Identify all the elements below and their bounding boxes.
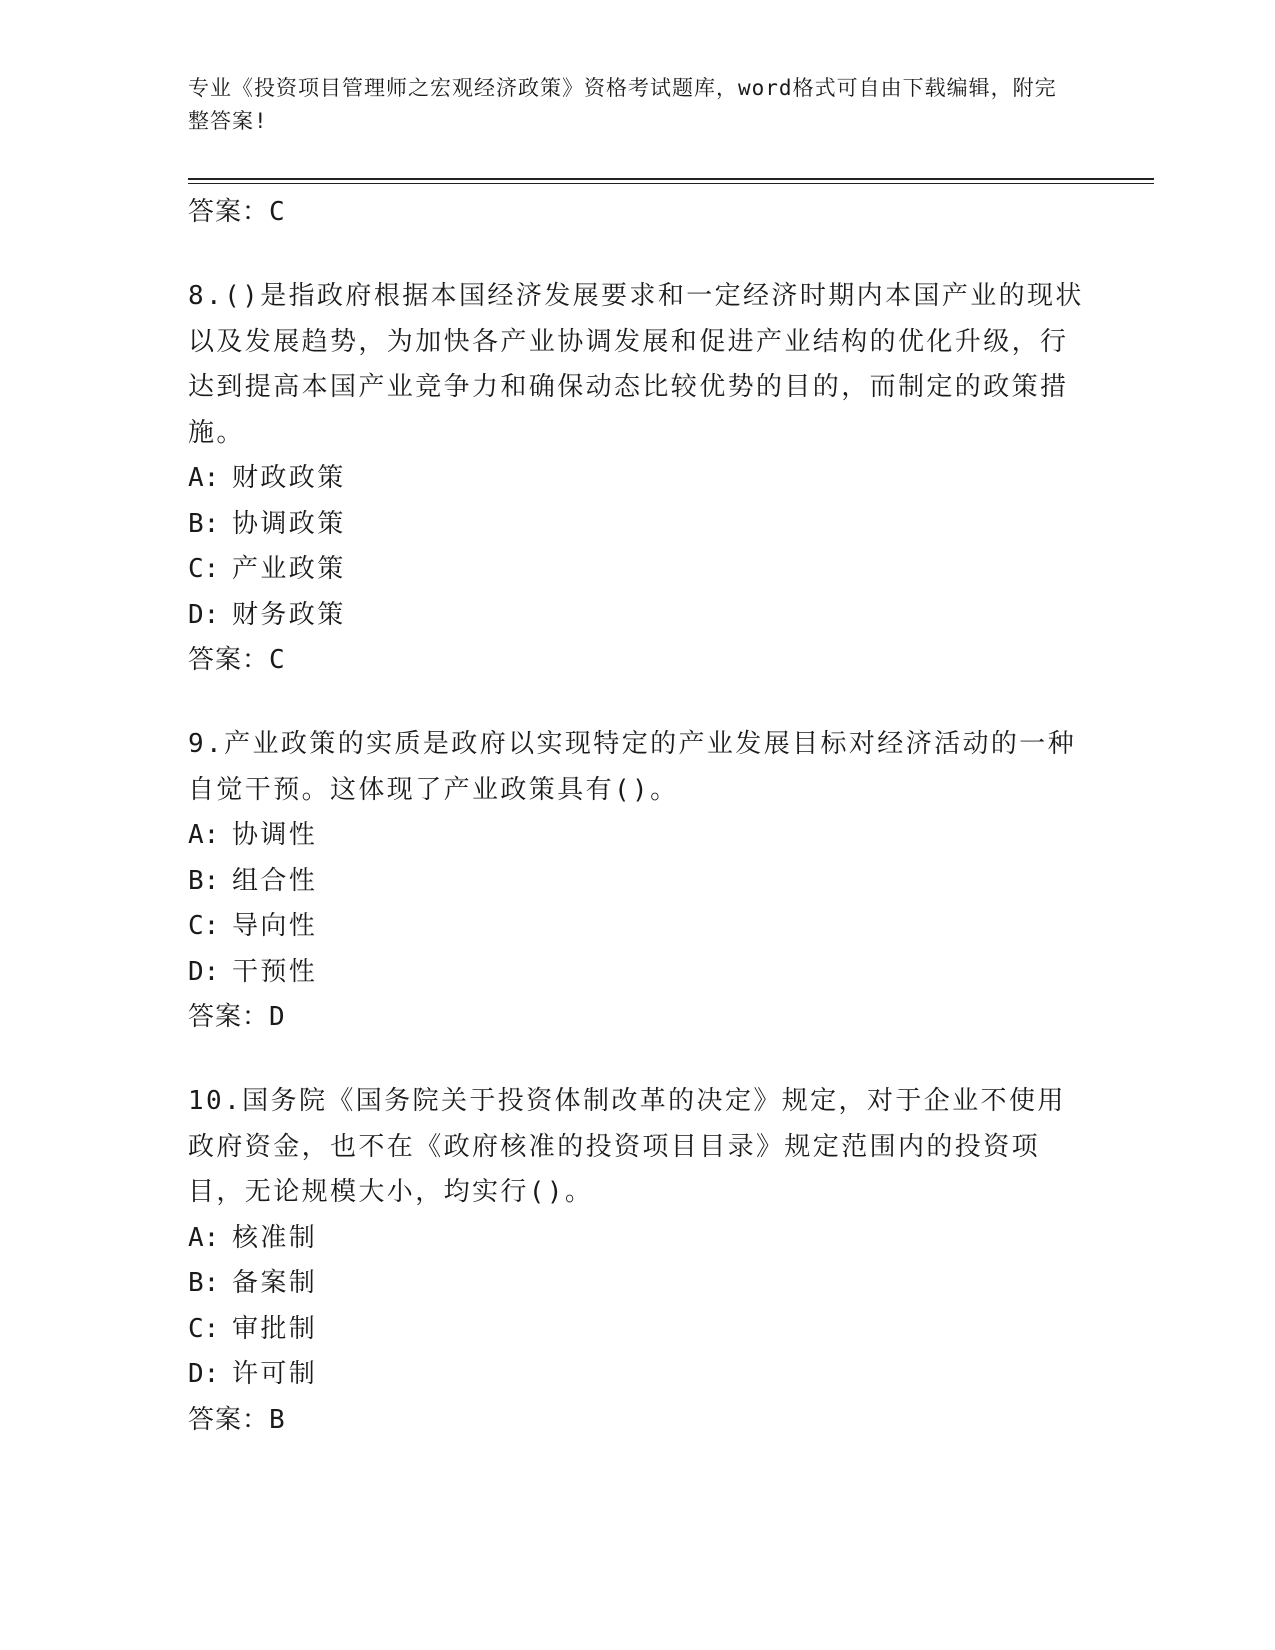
option-text: 财政政策 (232, 463, 346, 493)
option-label: A: (188, 1222, 220, 1253)
option-label: A: (188, 463, 220, 493)
question-9 (188, 722, 1088, 1039)
option-d (188, 950, 1088, 996)
question-stem: 10.国务院《国务院关于投资体制改革的决定》规定，对于企业不使用政府资金，也不在《政府核准的投资项目目录》规定范围内的投资项目，无论规模大小，均实行()。 (188, 1086, 1066, 1207)
option-text: 审批制 (232, 1313, 318, 1344)
option-d (188, 1352, 1088, 1398)
option-text: 导向性 (232, 911, 318, 941)
option-text: 协调性 (232, 820, 318, 850)
option-label: D: (188, 1359, 220, 1389)
question-10 (188, 1079, 1088, 1442)
previous-answer: 答案：C (188, 197, 286, 227)
option-label: C: (188, 1313, 220, 1344)
option-text: 产业政策 (232, 554, 346, 584)
option-label: D: (188, 599, 220, 630)
option-b (188, 859, 1088, 905)
header-rule-thin (188, 183, 1154, 184)
header-rule-thick (188, 178, 1154, 180)
option-a (188, 813, 1088, 859)
option-text: 干预性 (232, 956, 318, 987)
option-text: 备案制 (232, 1268, 318, 1298)
option-text: 财务政策 (232, 599, 346, 630)
option-c (188, 547, 1088, 593)
option-label: C: (188, 911, 220, 941)
option-label: B: (188, 1268, 220, 1298)
option-label: B: (188, 865, 220, 896)
question-stem: 9.产业政策的实质是政府以实现特定的产业发展目标对经济活动的一种自觉干预。这体现了产业政策具有()。 (188, 729, 1077, 805)
option-text: 许可制 (232, 1359, 318, 1389)
option-a (188, 456, 1088, 502)
option-label: D: (188, 956, 220, 987)
option-c (188, 1307, 1088, 1353)
answer: 答案：C (188, 645, 286, 675)
option-a (188, 1216, 1088, 1262)
question-list (188, 190, 1088, 1482)
question-8 (188, 274, 1088, 682)
option-label: C: (188, 554, 220, 584)
question-stem: 8.()是指政府根据本国经济发展要求和一定经济时期内本国产业的现状以及发展趋势，为加快各产业协调发展和促进产业结构的优化升级，行达到提高本国产业竞争力和确保动态比较优势的目的，而制定的政策措施。 (188, 281, 1084, 448)
option-d (188, 593, 1088, 639)
option-text: 组合性 (232, 865, 318, 896)
option-c (188, 904, 1088, 950)
answer: 答案：B (188, 1404, 286, 1435)
answer: 答案：D (188, 1002, 286, 1032)
option-b (188, 502, 1088, 548)
option-label: B: (188, 508, 220, 539)
option-text: 协调政策 (232, 508, 346, 539)
option-b (188, 1261, 1088, 1307)
header-note: 专业《投资项目管理师之宏观经济政策》资格考试题库，word格式可自由下载编辑，附完整答案! (188, 76, 1057, 133)
option-label: A: (188, 820, 220, 850)
option-text: 核准制 (232, 1222, 318, 1253)
